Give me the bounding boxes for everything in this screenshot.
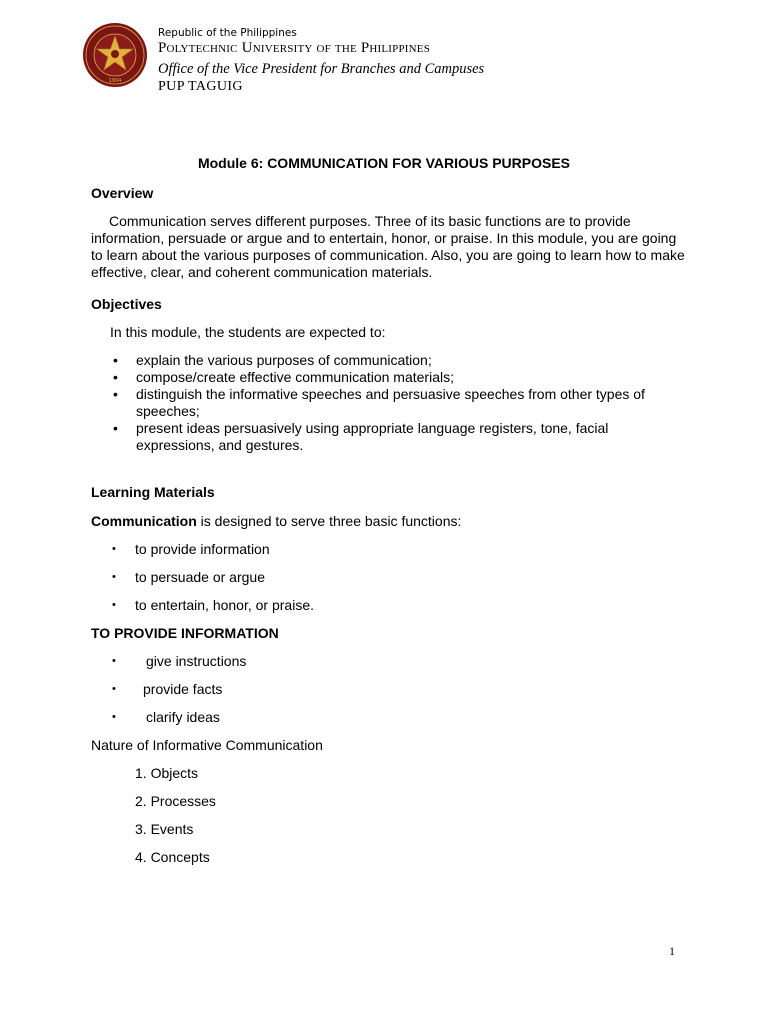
seal-year: 1904 — [108, 78, 122, 84]
function-item: to entertain, honor, or praise. — [135, 597, 314, 613]
learning-materials-heading: Learning Materials — [91, 484, 215, 500]
overview-heading: Overview — [91, 185, 154, 201]
function-item: to provide information — [135, 541, 270, 557]
provide-item: clarify ideas — [146, 709, 220, 725]
nature-heading: Nature of Informative Communication — [91, 737, 323, 753]
provide-item: give instructions — [146, 653, 247, 669]
objective-item: • present ideas persuasively using appropriate language registers, tone, facial expressions, and gestures. — [113, 420, 683, 454]
objective-item: • explain the various purposes of communication; — [113, 352, 683, 369]
header-republic: Republic of the Philippines — [158, 27, 297, 39]
bullet-icon: • — [112, 571, 116, 583]
bullet-icon: • — [112, 655, 116, 667]
objectives-list — [113, 352, 683, 454]
function-item: to persuade or argue — [135, 569, 265, 585]
header-office: Office of the Vice President for Branches and Campuses — [158, 61, 485, 77]
nature-item: 2. Processes — [135, 793, 216, 809]
to-provide-heading: TO PROVIDE INFORMATION — [91, 625, 279, 641]
learning-materials-lead — [91, 513, 461, 530]
page-number: 1 — [669, 944, 675, 958]
objective-item: • distinguish the informative speeches and persuasive speeches from other types of speeches; — [113, 386, 683, 420]
objective-item: • compose/create effective communication materials; — [113, 369, 683, 386]
nature-item: 1. Objects — [135, 765, 199, 781]
bullet-icon: • — [112, 543, 116, 555]
objectives-intro: In this module, the students are expected to: — [110, 324, 386, 340]
university-seal-icon — [82, 22, 148, 88]
header-university: Polytechnic University of the Philippines — [158, 40, 431, 56]
nature-item: 3. Events — [135, 821, 194, 837]
objectives-heading: Objectives — [91, 296, 162, 312]
bullet-icon: • — [112, 683, 116, 695]
header-campus: PUP TAGUIG — [158, 79, 243, 94]
lead-rest: is designed to serve three basic functions: — [196, 513, 462, 529]
provide-item: provide facts — [143, 681, 223, 697]
bullet-icon: • — [112, 711, 116, 723]
lead-bold: Communication — [91, 513, 197, 529]
overview-text: Communication serves different purposes. Three of its basic functions are to provide information, persuade or argue and to entertain, honor, or praise. In this module, you are going to learn about the various purposes of communication. Also, you are going to learn how to make effective, clear, and coherent communication materials. — [91, 213, 685, 280]
nature-item: 4. Concepts — [135, 849, 210, 865]
bullet-icon: • — [112, 599, 116, 611]
module-title: Module 6: COMMUNICATION FOR VARIOUS PURPOSES — [197, 155, 571, 171]
